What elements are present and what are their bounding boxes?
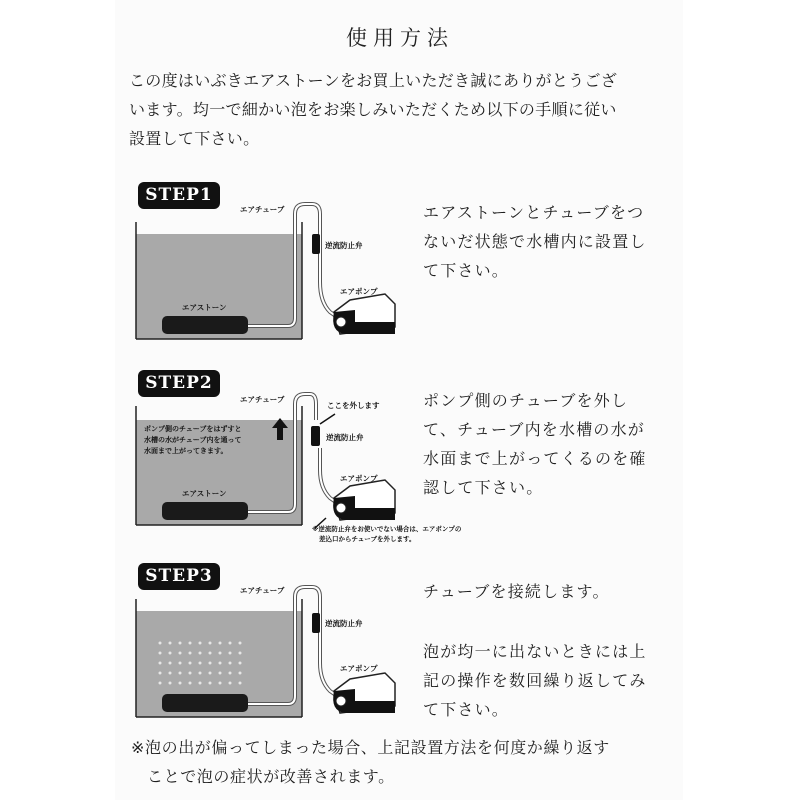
step3-description — [423, 577, 610, 606]
step3-description-retry — [423, 637, 647, 724]
step-badge: STEP2 — [138, 370, 220, 397]
description-line: 記の操作を数回繰り返してみ — [423, 671, 647, 690]
note-line: ※泡の出が偏ってしまった場合、上記設置方法を何度か繰り返す — [131, 738, 610, 757]
check-valve-icon — [311, 426, 320, 446]
check-valve-icon — [312, 234, 320, 254]
intro-line: います。均一で細かい泡をお楽しみいただくため以下の手順に従い — [129, 100, 617, 119]
label-air-tube: エアチューブ — [240, 586, 285, 595]
page-title: 使用方法 — [346, 26, 454, 50]
description-line: エアストーンとチューブをつ — [423, 203, 645, 222]
check-valve-icon — [312, 613, 320, 633]
step-badge: STEP3 — [138, 563, 220, 590]
label-air-stone: エアストーン — [182, 489, 227, 498]
label-air-pump: エアポンプ — [340, 474, 378, 483]
description-line: 水面まで上がってくるのを確 — [423, 449, 647, 468]
intro-line: この度はいぶきエアストーンをお買上いただき誠にありがとうござ — [129, 71, 618, 90]
description-line: ポンプ側のチューブを外し — [423, 391, 629, 410]
description-line: ないだ状態で水槽内に設置し — [423, 232, 647, 251]
air-stone-icon — [162, 502, 248, 520]
description-line: 泡が均一に出ないときには上 — [423, 642, 647, 661]
description-line: 認して下さい。 — [423, 478, 544, 497]
pointer-arrow-icon — [320, 414, 335, 424]
label-air-pump: エアポンプ — [340, 664, 378, 673]
air-stone-icon — [162, 316, 248, 334]
description-line: て下さい。 — [423, 261, 510, 280]
pump-footnote: ※逆流防止弁をお使いでない場合は、エアポンプの 差込口からチューブを外します。 — [312, 525, 462, 543]
label-check-valve: 逆流防止弁 — [326, 433, 364, 442]
step-badge: STEP1 — [138, 182, 220, 209]
label-air-pump: エアポンプ — [340, 287, 378, 296]
label-detach-here: ここを外します — [327, 401, 380, 410]
intro-line: 設置して下さい。 — [129, 129, 260, 148]
label-air-tube: エアチューブ — [240, 395, 285, 404]
label-check-valve: 逆流防止弁 — [325, 619, 363, 628]
description-line: て下さい。 — [423, 700, 510, 719]
label-air-stone: エアストーン — [182, 303, 227, 312]
description-line: チューブを接続します。 — [423, 582, 610, 601]
description-line: て、チューブ内を水槽の水が — [423, 420, 646, 439]
step1-description — [423, 198, 647, 285]
label-air-tube: エアチューブ — [240, 205, 285, 214]
air-stone-icon — [162, 694, 248, 712]
step2-description — [423, 386, 647, 502]
tank-note: ポンプ側のチューブをはずすと 水槽の水がチューブ内を通って 水面まで上がってきます。 — [144, 425, 242, 455]
footer-note — [131, 733, 610, 791]
intro-paragraph — [129, 66, 689, 153]
note-line: ことで泡の症状が改善されます。 — [147, 767, 395, 786]
label-check-valve: 逆流防止弁 — [325, 241, 363, 250]
